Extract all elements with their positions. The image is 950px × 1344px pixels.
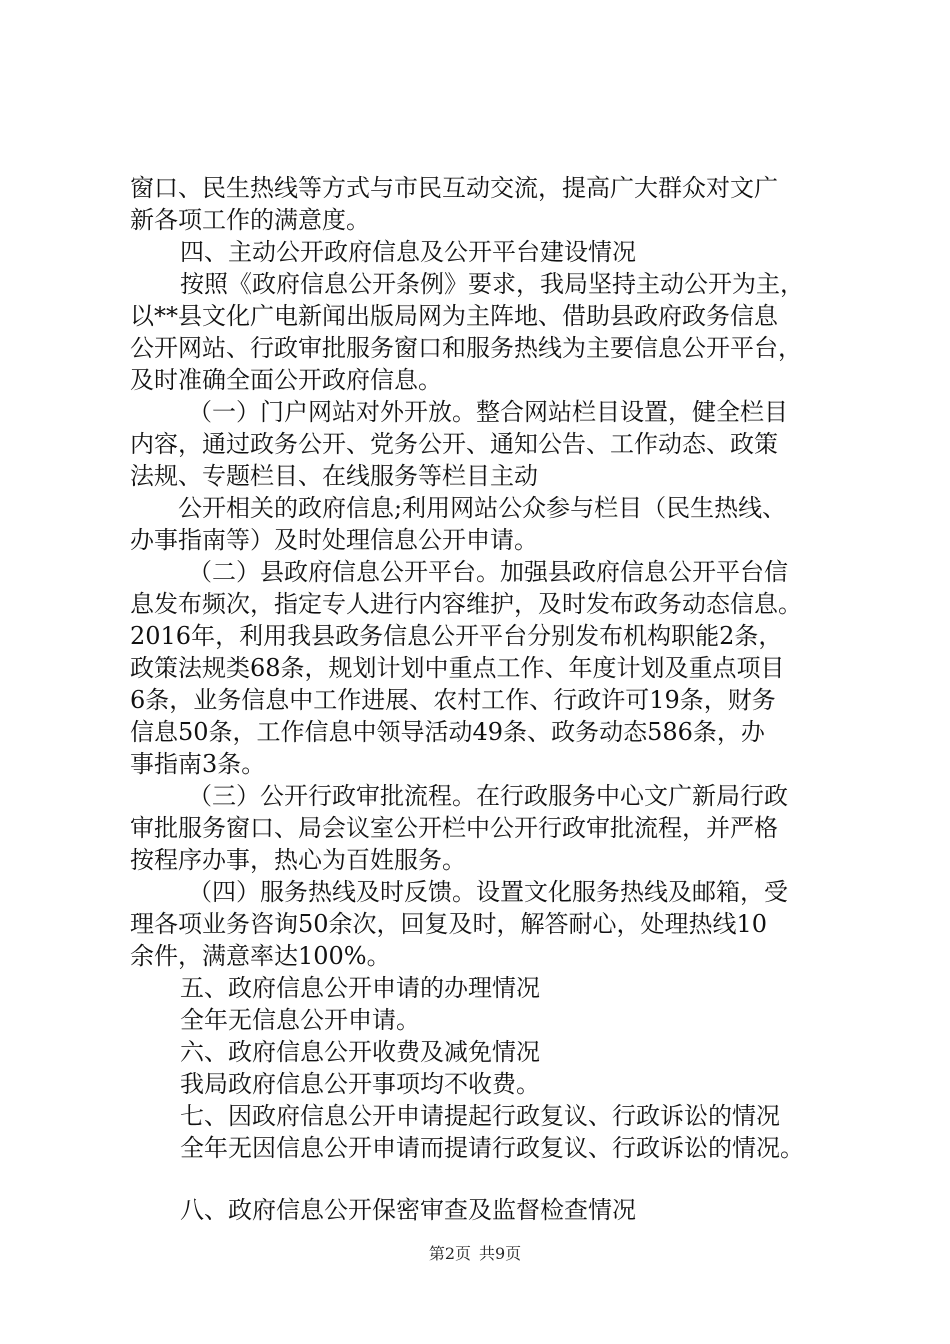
section-heading-4: 四、主动公开政府信息及公开平台建设情况: [180, 238, 636, 266]
paragraph-line: 全年无信息公开申请。: [180, 1006, 420, 1034]
paragraph-line: 政策法规类68条，规划计划中重点工作、年度计划及重点项目: [130, 654, 785, 682]
document-body: [130, 172, 850, 1226]
paragraph-line: 6条，业务信息中工作进展、农村工作、行政许可19条，财务: [130, 686, 776, 714]
paragraph-line: 余件，满意率达100%。: [130, 942, 391, 970]
paragraph-line: 信息50条，工作信息中领导活动49条、政务动态586条，办: [130, 718, 765, 746]
paragraph-line: 事指南3条。: [130, 750, 266, 778]
blank-spacer: [130, 1164, 850, 1194]
paragraph-line: 审批服务窗口、局会议室公开栏中公开行政审批流程，并严格: [130, 814, 778, 842]
paragraph-line: 公开网站、行政审批服务窗口和服务热线为主要信息公开平台，: [130, 334, 802, 362]
paragraph-line: 办事指南等）及时处理信息公开申请。: [130, 526, 538, 554]
page-number: 第2页: [428, 1244, 471, 1263]
paragraph-line: 全年无因信息公开申请而提请行政复议、行政诉讼的情况。: [180, 1134, 804, 1162]
paragraph-line: 公开相关的政府信息;利用网站公众参与栏目（民生热线、: [178, 494, 787, 522]
subsection-2-line: （二）县政府信息公开平台。加强县政府信息公开平台信: [188, 558, 788, 586]
paragraph-line: 以**县文化广电新闻出版局网为主阵地、借助县政府政务信息: [130, 302, 778, 330]
section-heading-5: 五、政府信息公开申请的办理情况: [180, 974, 540, 1002]
paragraph-line: 我局政府信息公开事项均不收费。: [180, 1070, 540, 1098]
paragraph-line: 息发布频次，指定专人进行内容维护，及时发布政务动态信息。: [130, 590, 802, 618]
page-footer: [0, 1244, 950, 1264]
subsection-3-line: （三）公开行政审批流程。在行政服务中心文广新局行政: [188, 782, 788, 810]
page-total: 共9页: [479, 1244, 522, 1263]
paragraph-line: 内容，通过政务公开、党务公开、通知公告、工作动态、政策: [130, 430, 778, 458]
section-heading-7: 七、因政府信息公开申请提起行政复议、行政诉讼的情况: [180, 1102, 780, 1130]
paragraph-line: 按照《政府信息公开条例》要求，我局坚持主动公开为主，: [180, 270, 804, 298]
paragraph-line: 按程序办事，热心为百姓服务。: [130, 846, 466, 874]
paragraph-line: 新各项工作的满意度。: [130, 206, 370, 234]
paragraph-line: 窗口、民生热线等方式与市民互动交流，提高广大群众对文广: [130, 174, 778, 202]
paragraph-line: 法规、专题栏目、在线服务等栏目主动: [130, 462, 538, 490]
section-heading-6: 六、政府信息公开收费及减免情况: [180, 1038, 540, 1066]
paragraph-line: 理各项业务咨询50余次，回复及时，解答耐心，处理热线10: [130, 910, 768, 938]
subsection-4-line: （四）服务热线及时反馈。设置文化服务热线及邮箱，受: [188, 878, 788, 906]
subsection-1-line: （一）门户网站对外开放。整合网站栏目设置，健全栏目: [188, 398, 788, 426]
paragraph-line: 2016年，利用我县政务信息公开平台分别发布机构职能2条，: [130, 622, 783, 650]
paragraph-line: 及时准确全面公开政府信息。: [130, 366, 442, 394]
section-heading-8: 八、政府信息公开保密审查及监督检查情况: [180, 1196, 636, 1224]
